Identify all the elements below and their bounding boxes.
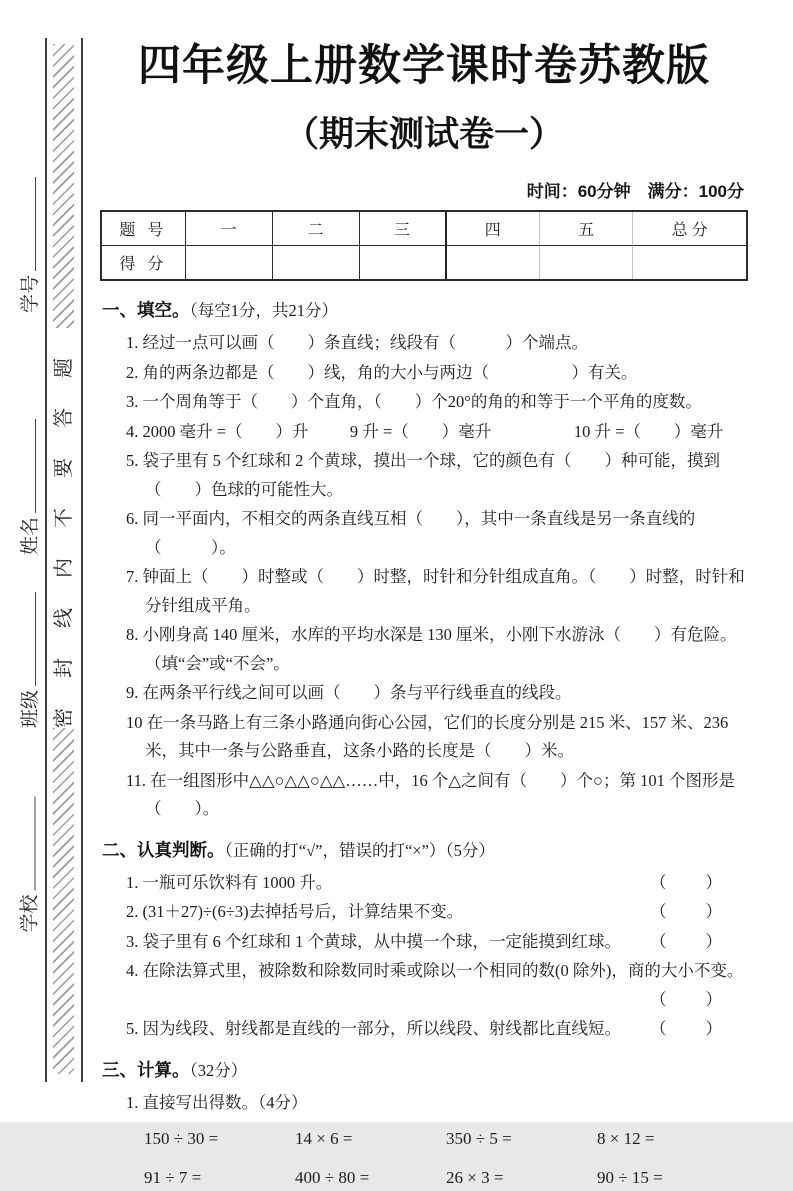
judge-question-text: 4. 在除法算式里，被除数和除数同时乘或除以一个相同的数(0 除外)，商的大小不变。 — [126, 957, 743, 986]
section-heading-note: （32分） — [190, 1061, 248, 1080]
seal-line-text: 密封线内不要答题 — [46, 303, 82, 753]
calc-item: 91 ÷ 7 = — [144, 1165, 295, 1191]
score-column-header: 五 — [540, 212, 633, 246]
student-class-field — [15, 568, 41, 728]
score-cell — [540, 246, 633, 279]
calc-item: 350 ÷ 5 = — [446, 1126, 597, 1152]
student-class-label: 班级 — [15, 690, 42, 728]
score-cell — [273, 246, 360, 279]
unit-conversion-item: 4. 2000 毫升 =（ ）升 — [126, 418, 350, 447]
question-text: 2. 角的两条边都是（ ）线，角的大小与两边（ ）有关。 — [126, 359, 748, 388]
student-id-label: 学号 — [15, 275, 42, 313]
judge-question — [126, 928, 748, 957]
question-number-header-cell: 题 号 — [102, 212, 186, 246]
section-heading-text: 三、计算。 — [102, 1060, 190, 1080]
question-text: 1. 经过一点可以画（ ）条直线；线段有（ ）个端点。 — [126, 329, 748, 358]
question-text: 5. 袋子里有 5 个红球和 2 个黄球，摸出一个球，它的颜色有（ ）种可能，摸到（ ）色球的可能性大。 — [126, 447, 748, 504]
student-school-field — [15, 758, 41, 933]
calc-item: 8 × 12 = — [597, 1126, 748, 1152]
score-cell — [447, 246, 540, 279]
student-id-field — [15, 143, 41, 313]
calc-item: 26 × 3 = — [446, 1165, 597, 1191]
student-school-label: 学校 — [14, 894, 41, 932]
calc-item: 400 ÷ 80 = — [295, 1165, 446, 1191]
question-text: 8. 小刚身高 140 厘米，水库的平均水深是 130 厘米，小刚下水游泳（ ）有危险。（填“会”或“不会”。 — [126, 621, 748, 678]
section-heading-note: （正确的打“√”，错误的打“×”）（5分） — [225, 841, 495, 860]
unit-conversion-item: 9 升 =（ ）毫升 — [350, 418, 574, 447]
score-column-header: 一 — [186, 212, 273, 246]
student-class-blank-line — [34, 592, 36, 686]
section-heading-text: 一、填空。 — [102, 300, 190, 320]
question-sections — [100, 297, 748, 1191]
student-name-label: 姓名 — [15, 517, 42, 555]
exam-meta: 时间：60分钟 满分：100分 — [100, 177, 748, 202]
judge-answer-blank: （ ） — [650, 898, 748, 927]
judge-answer-blank: （ ） — [650, 986, 748, 1015]
student-id-blank-line — [34, 177, 36, 271]
student-school-blank-line — [34, 796, 36, 890]
question-text: 9. 在两条平行线之间可以画（ ）条与平行线垂直的线段。 — [126, 679, 748, 708]
score-cell — [633, 246, 746, 279]
question-text: 3. 一个周角等于（ ）个直角，（ ）个20°的角的和等于一个平角的度数。 — [126, 388, 748, 417]
judge-question — [126, 898, 748, 927]
student-name-field — [15, 385, 41, 555]
score-cell — [186, 246, 273, 279]
score-column-header: 三 — [360, 212, 447, 246]
oral-calculation-grid — [144, 1126, 748, 1191]
judge-question-text: 2. (31＋27)÷(6÷3)去掉括号后，计算结果不变。 — [126, 898, 463, 927]
calc-item: 90 ÷ 15 = — [597, 1165, 748, 1191]
section-2 — [100, 837, 748, 1044]
judge-answer-blank: （ ） — [650, 869, 748, 898]
seal-hatch-top — [53, 44, 74, 328]
main-content — [100, 0, 748, 1191]
judge-answer-blank: （ ） — [650, 1015, 748, 1044]
judge-question — [126, 957, 748, 1014]
section-1 — [100, 297, 748, 824]
judge-question-text: 1. 一瓶可乐饮料有 1000 升。 — [126, 869, 332, 898]
question-multi-column — [126, 418, 748, 447]
question-text: 10 在一条马路上有三条小路通向街心公园，它们的长度分别是 215 米、157 米、236 米，其中一条与公路垂直，这条小路的长度是（ ）米。 — [126, 709, 748, 766]
judge-question — [126, 869, 748, 898]
score-row-label-cell: 得 分 — [102, 246, 186, 279]
unit-conversion-item: 10 升 =（ ）毫升 — [574, 418, 748, 447]
calc-item: 14 × 6 = — [295, 1126, 446, 1152]
section-heading — [102, 297, 748, 324]
student-name-blank-line — [34, 419, 36, 513]
judge-answer-blank: （ ） — [650, 928, 748, 957]
page-subtitle: （期末测试卷一） — [100, 107, 748, 157]
score-column-header: 二 — [273, 212, 360, 246]
score-cell — [360, 246, 447, 279]
score-table — [100, 210, 748, 281]
section-heading-note: （每空1分，共21分） — [190, 301, 339, 320]
section-heading — [102, 1057, 748, 1084]
score-column-header: 总 分 — [633, 212, 746, 246]
section-heading-text: 二、认真判断。 — [102, 840, 225, 860]
question-text: 6. 同一平面内，不相交的两条直线互相（ ），其中一条直线是另一条直线的（ ）。 — [126, 505, 748, 562]
section-3 — [100, 1057, 748, 1191]
judge-question-text: 3. 袋子里有 6 个红球和 1 个黄球，从中摸一个球，一定能摸到红球。 — [126, 928, 621, 957]
score-table-score-row — [102, 246, 746, 279]
calc-item: 150 ÷ 30 = — [144, 1126, 295, 1152]
judge-question-text: 5. 因为线段、射线都是直线的一部分，所以线段、射线都比直线短。 — [126, 1015, 621, 1044]
page-title: 四年级上册数学课时卷苏教版 — [100, 32, 748, 93]
judge-question — [126, 1015, 748, 1044]
score-column-header: 四 — [447, 212, 540, 246]
question-text: 7. 钟面上（ ）时整或（ ）时整，时针和分针组成直角。（ ）时整，时针和分针组成平角。 — [126, 563, 748, 620]
question-text: 1. 直接写出得数。（4分） — [126, 1089, 748, 1118]
seal-line-band — [45, 38, 83, 1082]
score-table-header-row — [102, 212, 746, 246]
question-text: 11. 在一组图形中△△○△△○△△……中，16 个△之间有（ ）个○；第 101 个图形是（ ）。 — [126, 767, 748, 824]
seal-hatch-bottom — [53, 728, 74, 1074]
section-heading — [102, 837, 748, 864]
